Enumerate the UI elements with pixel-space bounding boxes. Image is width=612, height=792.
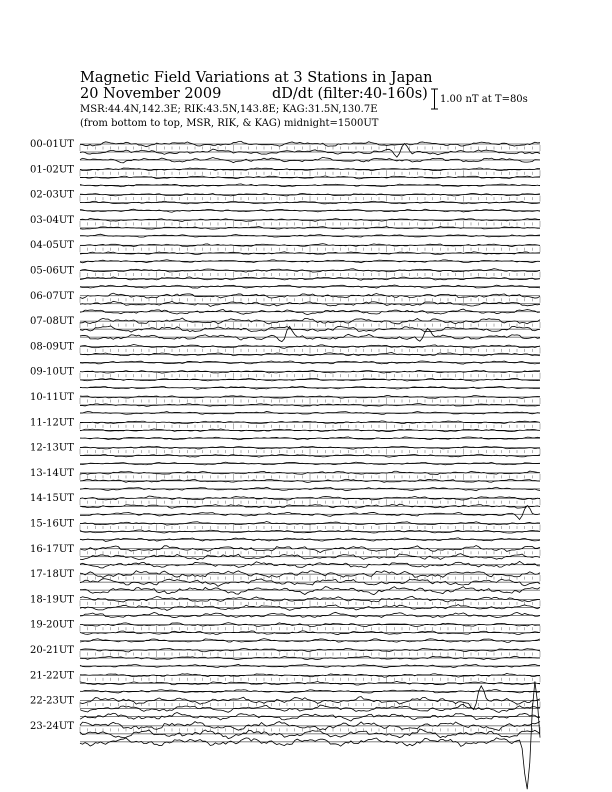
minute-ticks: [80, 525, 540, 531]
minute-ticks: [80, 221, 540, 227]
waveform-msr: [80, 285, 540, 288]
row-label: 21-22UT: [30, 670, 74, 682]
waveform-msr: [80, 386, 540, 389]
minute-ticks: [80, 550, 540, 556]
minute-ticks: [80, 575, 540, 581]
row-label: 06-07UT: [30, 290, 74, 302]
row-label: 05-06UT: [30, 265, 74, 277]
waveform-msr: [80, 612, 540, 617]
row-label: 16-17UT: [30, 543, 74, 555]
row-label: 19-20UT: [30, 619, 74, 631]
station-order-note: (from bottom to top, MSR, RIK, & KAG) midnight=1500UT: [80, 118, 379, 129]
row-label: 07-08UT: [30, 316, 74, 328]
minute-ticks: [80, 676, 540, 682]
minute-ticks: [80, 499, 540, 505]
station-coordinates: MSR:44.4N,142.3E; RIK:43.5N,143.8E; KAG:31.5N,130.7E: [80, 104, 378, 115]
waveform-msr: [80, 505, 540, 519]
chart-date: 20 November 2009: [80, 86, 222, 102]
minute-ticks: [80, 474, 540, 480]
waveform-msr: [80, 587, 540, 595]
row-label: 23-24UT: [30, 720, 74, 732]
row-label: 01-02UT: [30, 164, 74, 176]
minute-ticks: [80, 196, 540, 202]
row-label: 09-10UT: [30, 366, 74, 378]
row-label: 11-12UT: [30, 417, 74, 429]
minute-ticks: [80, 373, 540, 379]
row-label: 10-11UT: [30, 392, 74, 403]
row-label: 15-16UT: [30, 518, 74, 530]
minute-ticks: [80, 651, 540, 657]
row-label: 18-19UT: [30, 594, 74, 606]
minute-ticks: [80, 246, 540, 252]
minute-ticks: [80, 170, 540, 176]
row-label: 14-15UT: [30, 493, 74, 505]
row-label: 22-23UT: [30, 695, 74, 707]
row-label: 17-18UT: [30, 569, 74, 581]
chart-title: Magnetic Field Variations at 3 Stations in Japan: [80, 70, 433, 86]
row-label: 04-05UT: [30, 240, 74, 252]
row-label: 08-09UT: [30, 341, 74, 353]
waveform-msr: [80, 681, 540, 789]
row-label: 12-13UT: [30, 442, 74, 454]
minute-ticks: [80, 600, 540, 606]
row-label: 00-01UT: [30, 139, 74, 150]
minute-ticks: [80, 272, 540, 278]
minute-ticks: [80, 449, 540, 455]
row-label: 20-21UT: [30, 645, 74, 656]
row-label: 02-03UT: [30, 189, 74, 201]
minute-ticks: [80, 423, 540, 429]
scale-label: 1.00 nT at T=80s: [440, 94, 528, 105]
minute-ticks: [80, 322, 540, 328]
minute-ticks: [80, 398, 540, 404]
row-label: 13-14UT: [30, 467, 74, 479]
waveform-msr: [80, 361, 540, 364]
row-label: 03-04UT: [30, 214, 74, 226]
chart-quantity: dD/dt (filter:40-160s): [272, 86, 428, 102]
